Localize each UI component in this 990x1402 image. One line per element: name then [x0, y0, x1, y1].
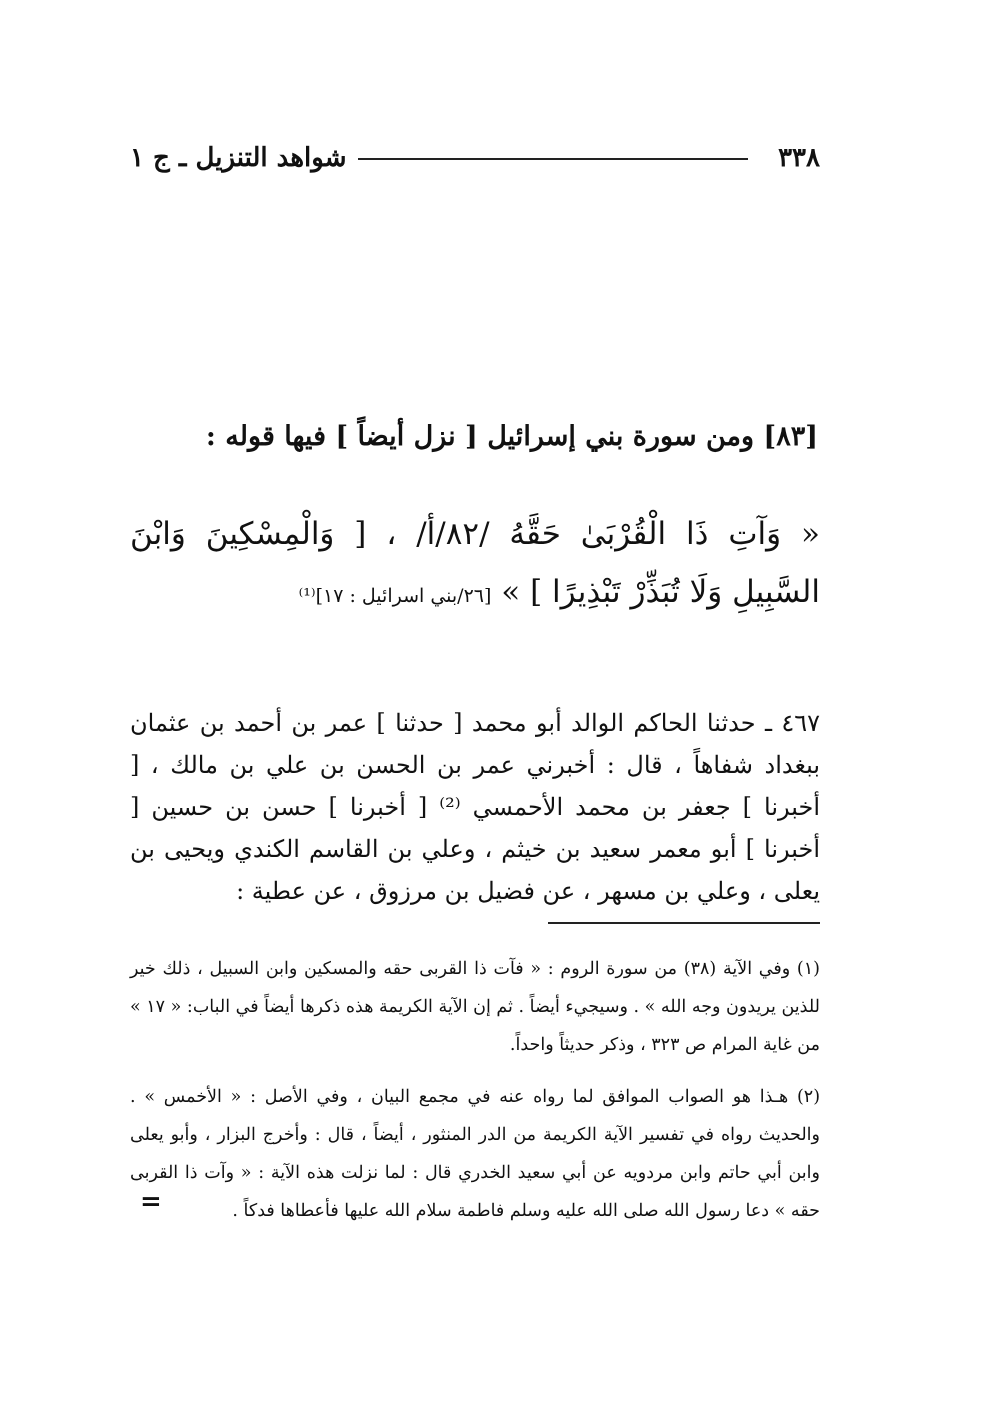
- verse-reference: [٢٦/بني اسرائيل : ١٧]⁽¹⁾: [298, 585, 492, 607]
- book-title: شواهد التنزيل ـ ج ١: [130, 143, 347, 173]
- continuation-mark: =: [140, 1187, 162, 1217]
- quran-verse: [130, 505, 820, 625]
- verse-text: « وَآتِ ذَا الْقُرْبَىٰ حَقَّهُ /٨٢/أ/ ، [ وَالْمِسْكِينَ وَابْنَ السَّبِيلِ وَلَا تُبَذِّرْ تَبْذِيرًا ] »: [130, 516, 820, 610]
- footnote-2: (٢) هـذا هو الصواب الموافق لما رواه عنه في مجمع البيان ، وفي الأصل : « الأخمس » . والحديث رواه في تفسير الآية الكريمة من الدر المنثور ، أيضاً ، قال : وأخرج البزار ، وأبو يعلى وابن أبي حاتم وابن مردويه عن أبي سعيد الخدري قال : لما نزلت هذه الآية : « وآت ذا القربى حقه » دعا رسول الله صلى الله عليه وسلم فاطمة سلام الله عليها فأعطاها فدكاً .: [130, 1087, 821, 1221]
- header-rule: [358, 158, 748, 160]
- footnote-1: (١) وفي الآية (٣٨) من سورة الروم : « فآت ذا القربى حقه والمسكين وابن السبيل ، ذلك خير للذين يريدون وجه الله » . وسيجيء أيضاً . ثم إن الآية الكريمة هذه ذكرها أيضاً في الباب: « ١٧ » من غاية المرام ص ٣٢٣ ، وذكر حديثاً واحداً.: [130, 959, 820, 1055]
- hadith-paragraph: ٤٦٧ ـ حدثنا الحاكم الوالد أبو محمد [ حدثنا ] عمر بن أحمد بن عثمان ببغداد شفاهاً ، قال : أخبرني عمر بن الحسن بن علي بن مالك ، [ أخبرنا ] جعفر بن محمد الأحمسي ⁽²⁾ [ أخبرنا ] حسن بن حسين [ أخبرنا ] أبو معمر سعيد بن خيثم ، وعلي بن القاسم الكندي ويحيى بن يعلى ، وعلي بن مسهر ، عن فضيل بن مرزوق ، عن عطية :: [130, 709, 821, 905]
- running-header: [130, 138, 820, 178]
- section-heading: [٨٣] ومن سورة بني إسرائيل [ نزل أيضاً ] فيها قوله :: [205, 421, 818, 452]
- footnote-separator: [548, 922, 820, 924]
- page-number: ٣٣٨: [778, 143, 820, 173]
